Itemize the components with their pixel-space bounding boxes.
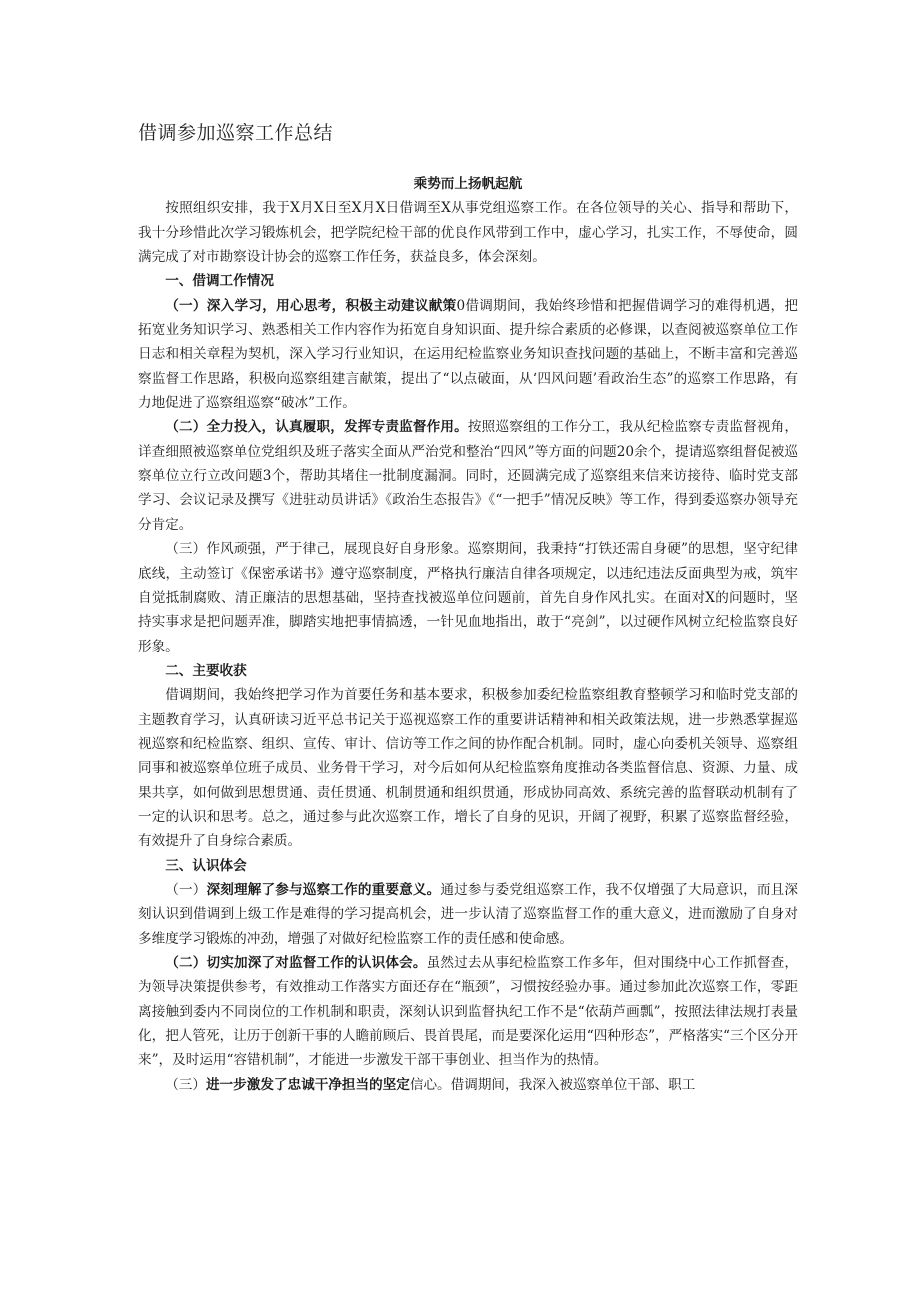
paragraph-text: 虽然过去从事纪检监察工作多年，但对围绕中心工作抓督查，为领导决策提供参考，有效推动工作落实方面还存在“瓶颈”，习惯按经验办事。通过参加此次巡察工作，零距离接触到委内不同岗位的工作机制和职责，深刻认识到监督执纪工作不是“依葫芦画瓢”，按照法律法规打表量化，把人管死，让历于创新干事的人瞻前顾后、畏首畏尾，而是要深化运用“四种形态”，严格落实“三个区分开来”，及时运用“容错机制”，才能进一步激发干部干事创业、担当作为的热情。 [138, 955, 799, 1069]
document-body [138, 172, 798, 1097]
document-title: 借调参加巡察工作总结 [138, 122, 334, 144]
paragraph-text: 巡察期间，我秉持“打铁还需自身硬”的思想，坚守纪律底线，主动签订《保密承诺书》遵守巡察制度，严格执行廉洁自律各项规定，以违纪违法反面典型为戒，筑牢自觉抵制腐败、清正廉洁的思想基础，坚持查找被巡单位问题前，首先自身作风扎实。在面对X的问题时，坚持实事求是把问题弄准，脚踏实地把事情搞透，一针见血地指出，敢于“亮剑”，以过硬作风树立纪检监察良好形象。 [138, 541, 798, 655]
paragraph-lead: （三）作风顽强，严于律己，展现良好自身形象。 [165, 541, 468, 558]
paragraph-3-3 [138, 1073, 798, 1097]
section-heading-3: 三、认识体会 [165, 857, 247, 874]
paragraph-1-1 [138, 294, 798, 416]
paragraph-text: 按照巡察组的工作分工，我从纪检监察专责监督视角，详查细照被巡察单位党组织及班子落实全面从严治党和整治“四风”等方面的问题20余个，提请巡察组督促被巡察单位立行立改问题3个，帮助其堵住一批制度漏洞。同时，还圆满完成了巡察组来信来访接待、临时党支部学习、会议记录及撰写《进驻动员讲话》《政治生态报告》《“一把手”情况反映》等工作，得到委巡察办领导充分肯定。 [138, 419, 799, 533]
paragraph-lead: 进一步激发了忠诚干净担当的坚定 [205, 1076, 410, 1093]
paragraph-3-1 [138, 878, 798, 951]
section-heading-2: 二、主要收获 [165, 662, 247, 679]
paragraph-1-2 [138, 415, 798, 537]
document-subtitle: 乘势而上扬帆起航 [413, 176, 523, 192]
paragraph-lead: （一）深入学习，用心思考，积极主动建议献策 [165, 297, 457, 314]
intro-paragraph: 按照组织安排，我于X月X日至X月X日借调至X从事党组巡察工作。在各位领导的关心、指导和帮助下，我十分珍惜此次学习锻炼机会，把学院纪检干部的优良作风带到工作中，虚心学习，扎实工作，不辱使命，圆满完成了对市勘察设计协会的巡察工作任务，获益良多，体会深刻。 [138, 200, 798, 266]
paragraph-2-1: 借调期间，我始终把学习作为首要任务和基本要求，积极参加委纪检监察组教育整顿学习和临时党支部的主题教育学习，认真研读习近平总书记关于巡视巡察工作的重要讲话精神和相关政策法规，进一步熟悉掌握巡视巡察和纪检监察、组织、宣传、审计、信访等工作之间的协作配合机制。同时，虚心向委机关领导、巡察组同事和被巡察单位班子成员、业务骨干学习，对今后如何从纪检监察角度推动各类监督信息、资源、力量、成果共享，如何做到思想贯通、责任贯通、机制贯通和组织贯通，形成协同高效、系统完善的监督联动机制有了一定的认识和思考。总之，通过参与此次巡察工作，增长了自身的见识，开阔了视野，积累了巡察监督经验，有效提升了自身综合素质。 [138, 687, 798, 850]
paragraph-lead: 深刻理解了参与巡察工作的重要意义。 [206, 881, 441, 898]
paragraph-text: 信心。借调期间，我深入被巡察单位干部、职工 [409, 1076, 696, 1093]
paragraph-lead: （二）全力投入，认真履职，发挥专责监督作用。 [165, 419, 468, 436]
section-heading-1: 一、借调工作情况 [165, 273, 274, 290]
paragraph-prefix: （三） [165, 1076, 206, 1093]
paragraph-lead: （二）切实加深了对监督工作的认识体会。 [165, 955, 427, 971]
paragraph-text: 0借调期间，我始终珍惜和把握借调学习的难得机遇，把拓宽业务知识学习、熟悉相关工作内容作为拓宽自身知识面、提升综合素质的必修课，以查阅被巡察单位工作日志和相关章程为契机，深入学习行业知识，在运用纪检监察业务知识查找问题的基础上，不断丰富和完善巡察监督工作思路，积极向巡察组建言献策，提出了“以点破面，从‘四风问题’看政治生态”的巡察工作思路，有力地促进了巡察组巡察“破冰”工作。 [138, 297, 798, 412]
paragraph-3-2 [138, 951, 798, 1073]
paragraph-text: 通过参与委党组巡察工作，我不仅增强了大局意识，而且深刻认识到借调到上级工作是难得的学习提高机会，进一步认清了巡察监督工作的重大意义，进而激励了自身对多维度学习锻炼的冲劲，增强了对做好纪检监察工作的责任感和使命感。 [138, 881, 799, 947]
paragraph-1-3 [138, 537, 798, 659]
paragraph-prefix: （一） [165, 881, 207, 898]
